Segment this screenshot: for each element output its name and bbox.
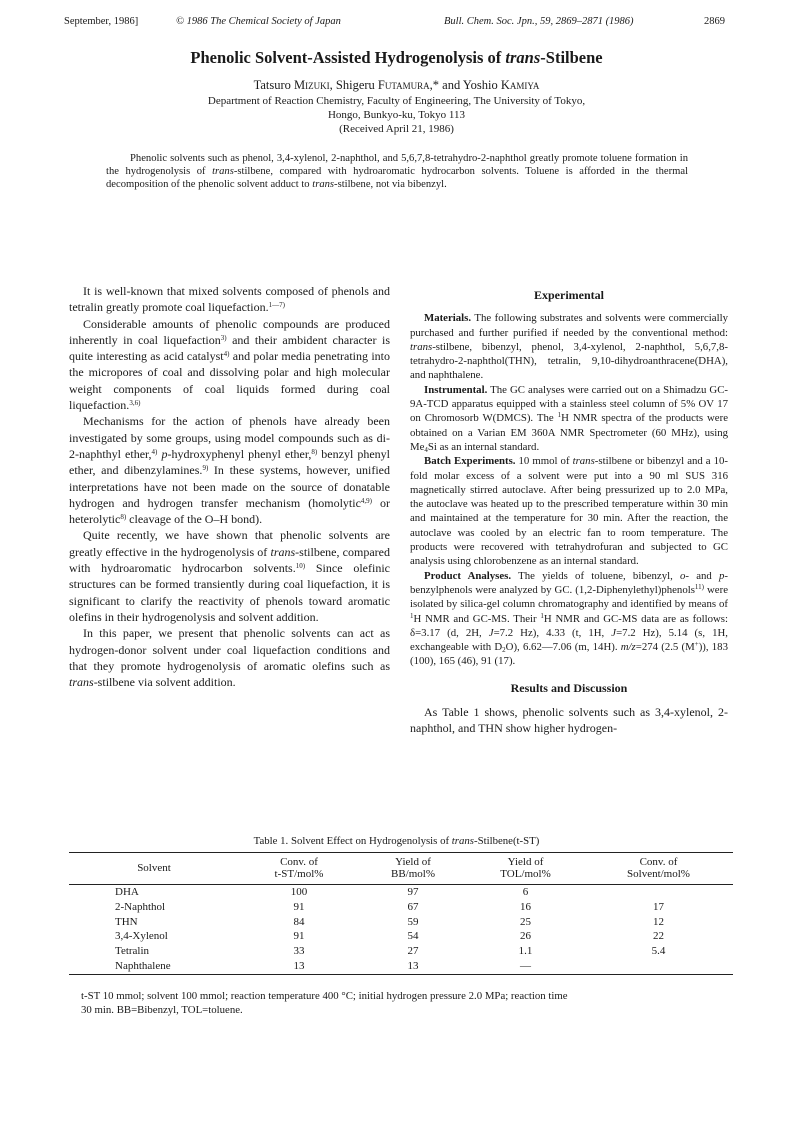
- header-date: September, 1986]: [64, 16, 139, 27]
- received-date: (Received April 21, 1986): [339, 123, 454, 135]
- solvent-effect-table: [69, 852, 733, 975]
- right-column: [410, 283, 728, 737]
- section-heading-results: Results and Discussion: [510, 680, 628, 695]
- affiliation: Department of Reaction Chemistry, Faculty of Engineering, The University of Tokyo, Hongo, Bunkyo-ku, Tokyo 113 (Received April 21, 1986): [0, 94, 793, 136]
- table-row: THN 84 59 25 12: [115, 915, 664, 928]
- table-caption: Table 1. Solvent Effect on Hydrogenolysis of trans-Stilbene(t-ST): [253, 835, 540, 847]
- paragraph-instrumental: Instrumental. The GC analyses were carried out on a Shimadzu GC-9A-TCD apparatus equipped with a stainless steel column of 5% OV 17 on Chromosorb W(DMCS). The $^1$H NMR spectra of the products were obtained on a Varian EM 360A NMR Spectrometer (60 MHz), using $Me_4Si$ as an internal standard.: [410, 383, 728, 454]
- header-solvent: Solvent: [137, 862, 171, 874]
- header-conv-solvent: Conv. of Solvent/mol%: [627, 856, 690, 880]
- header-yield-tol: Yield of TOL/mol%: [500, 856, 551, 880]
- table-header-row: [69, 853, 733, 885]
- header-conv-tst: Conv. of t-ST/mol%: [274, 856, 324, 880]
- paragraph-intro-5: In this paper, we present that phenolic solvents can act as hydrogen-donor solvent under coal liquefaction conditions and that they promote hydrogenolysis of aromatic olefins such as trans-stilbene via solvent addition.: [69, 626, 390, 690]
- abstract: Phenolic solvents such as phenol, 3,4-xylenol, 2-naphthol, and 5,6,7,8-tetrahydro-2-naphthol greatly promote toluene formation in the hydrogenolysis of trans-stilbene, compared with hydroaromatic hydrocarbon solvents. Toluene is afforded in the thermal decomposition of the phenolic solvent adduct to trans-stilbene, not via bibenzyl.: [106, 153, 689, 191]
- table-row: 2-Naphthol 91 67 16 17: [115, 900, 664, 913]
- table-footnote: t-ST 10 mmol; solvent 100 mmol; reaction temperature 400 °C; initial hydrogen pressure 2.0 MPa; reaction time 30 min. BB=Bibenzyl, TOL=toluene.: [81, 990, 568, 1016]
- table-row: 3,4-Xylenol 91 54 26 22: [115, 930, 664, 943]
- paragraph-results: As Table 1 shows, phenolic solvents such as 3,4-xylenol, 2-naphthol, and THN show higher hydrogen-: [410, 705, 728, 736]
- header-journal: Bull. Chem. Soc. Jpn., 59, 2869–2871 (1986): [444, 16, 634, 27]
- section-heading-experimental: Experimental: [534, 288, 604, 302]
- paragraph-product-analyses: Product Analyses. The yields of toluene, bibenzyl, o- and p-benzylphenols were analyzed by GC. (1,2-Diphenylethyl)phenols$^{11)}$ were isolated by silica-gel column chromatography and identified by means of $^1$H NMR and GC-MS. Their $^1$H NMR and GC-MS data are as follows: δ=3.17 (d, 2H, J=7.2 Hz), 4.33 (t, 1H, J=7.2 Hz), 5.14 (s, 1H, exchangeable with $D_2O$), 6.62—7.06 (m, 14H). m/z=274 (2.5 (M+)), 183 (100), 165 (46), 91 (17).: [410, 569, 728, 668]
- paragraph-intro-4: Quite recently, we have shown that phenolic solvents are greatly effective in the hydrogenolysis of trans-stilbene, compared with hydroaromatic hydrocarbon solvents.$^{10)}$ Since olefinic structures can be formed transiently during coal liquefaction, it is significant to clarify the reactivity of phenols toward aromatic olefins in their hydrogenolysis and solvent addition.: [69, 528, 390, 624]
- paragraph-materials: Materials. The following substrates and solvents were commercially purchased and further purified if needed by the conventional method: trans-stilbene, bibenzyl, phenol, 3,4-xylenol, 2-naphthol, 5,6,7,8-tetrahydro-2-naphthol(THN), tetralin, 9,10-dihydroanthracene(DHA), and naphthalene.: [410, 312, 728, 382]
- paragraph-intro-3: Mechanisms for the action of phenols have already been investigated by some groups, using model compounds such as di-2-naphthyl ether,$^{4)}$ p-hydroxyphenyl phenyl ether,$^{8)}$ benzyl phenyl ether, and dibenzylamines.$^{9)}$ In these systems, however, unified interpretations have not been made on the source of donatable hydrogen and hydrogen transfer mechanism (homolytic$^{4,9)}$ or heterolytic$^{8)}$ cleavage of the O–H bond).: [69, 414, 390, 527]
- table-row: Naphthalene 13 13 —: [69, 959, 733, 974]
- paragraph-intro-1: It is well-known that mixed solvents composed of phenols and tetralin greatly promote coal liquefaction.$^{1—7)}$: [69, 284, 390, 315]
- header-page-number: 2869: [704, 16, 725, 27]
- header-copyright: © 1986 The Chemical Society of Japan: [176, 16, 341, 27]
- paragraph-intro-2: Considerable amounts of phenolic compounds are produced inherently in coal liquefaction$^{3)}$ and their ambident character is quite interesting as acid catalyst$^{4)}$ and polar media penetrating into the micropores of coal and dissolving polar and high molecular weight components of coal liquids formed during coal liquefaction.$^{3,6)}$: [69, 316, 391, 413]
- table-row: DHA 100 97 6: [115, 886, 529, 898]
- left-column: [69, 283, 390, 690]
- running-header: [64, 16, 725, 30]
- author-list: Tatsuro Mizuki, Shigeru Futamura,* and Yoshio Kamiya: [253, 78, 540, 92]
- header-yield-bb: Yield of BB/mol%: [390, 856, 435, 880]
- article-title: Phenolic Solvent-Assisted Hydrogenolysis of trans-Stilbene: [190, 48, 603, 67]
- paragraph-batch-experiments: Batch Experiments. 10 mmol of trans-stilbene or bibenzyl and a 10-fold molar excess of a solvent were put into a 90 ml SUS 316 magnetically stirred autoclave. After being pressurized up to 2.0 MPa, the autoclave was heated up to the prescribed temperature within 30 min and maintained at the temperature for 30 min. After the reaction, the autoclave was cooled by an electric fan to room temperature. The products were recovered with tetrahydrofuran and subjected to GC analysis using chlorobenzene as an internal standard.: [410, 455, 729, 568]
- table-row: Tetralin 33 27 1.1 5.4: [115, 945, 666, 958]
